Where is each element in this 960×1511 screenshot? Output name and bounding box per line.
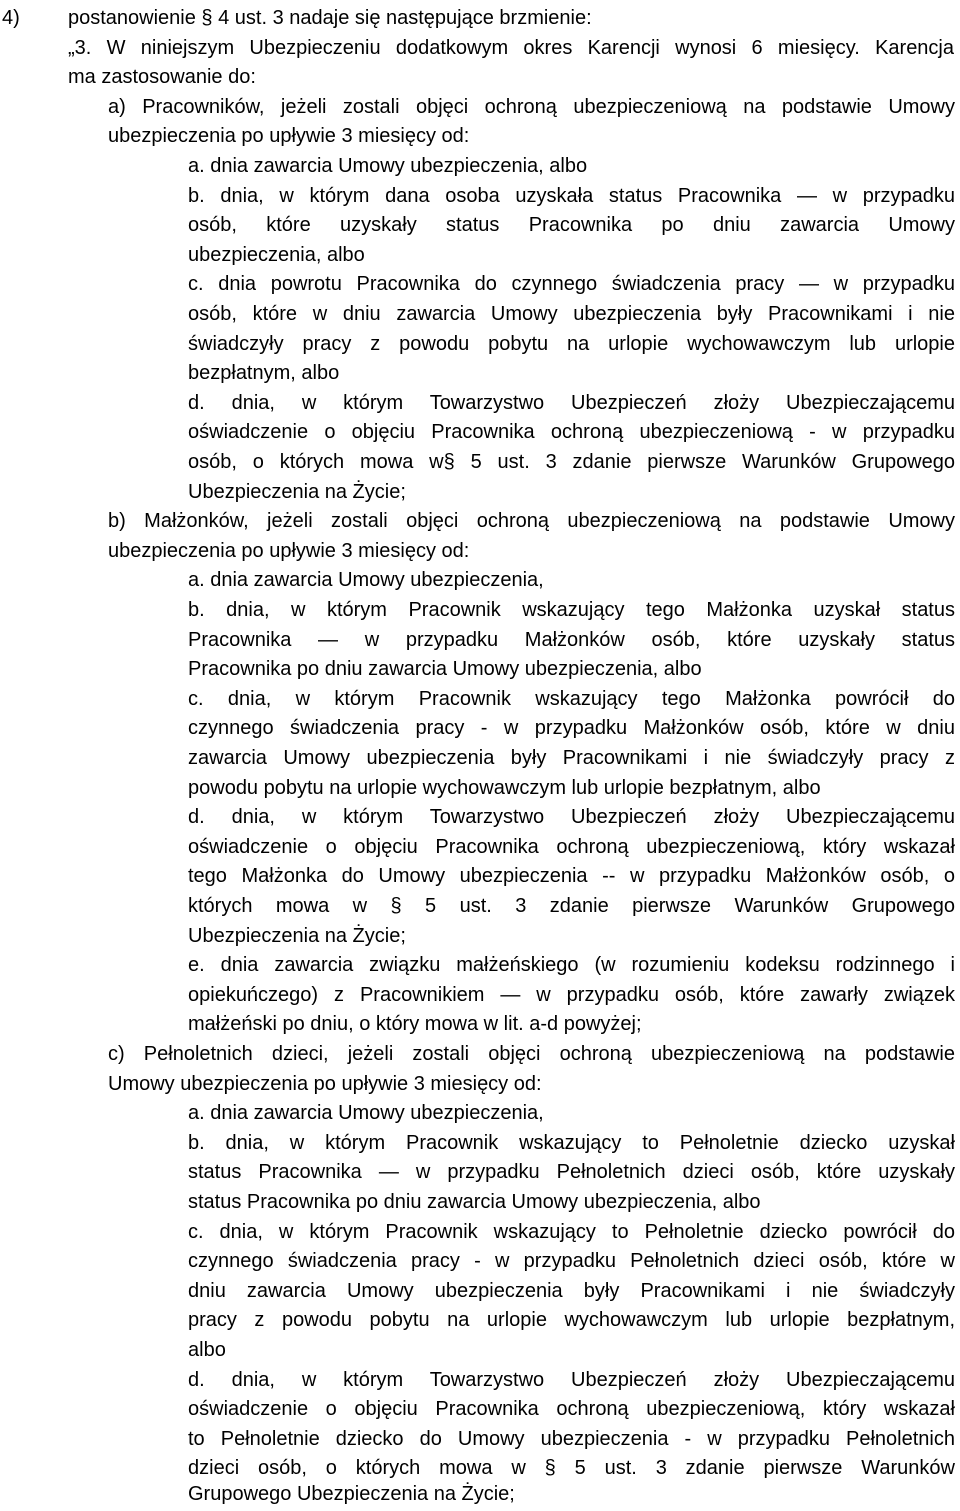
section-b-point-d: tego Małżonka do Umowy ubezpieczenia -- w przypadku Małżonków osób, o [188,865,955,888]
section-b-point-c: powodu pobytu na urlopie wychowawczym lub urlopie bezpłatnym, albo [188,776,821,799]
section-b-point-b: b. dnia, w którym Pracownik wskazujący tego Małżonka uzyskał status [188,599,955,621]
section-c-point-d: d. dnia, w którym Towarzystwo Ubezpieczeń złoży Ubezpieczającemu [188,1368,955,1391]
section-a-point-b: ubezpieczenia, albo [188,243,365,266]
section-a-point-d: d. dnia, w którym Towarzystwo Ubezpieczeń złoży Ubezpieczającemu [188,391,955,414]
section-c-point-b: b. dnia, w którym Pracownik wskazujący to Pełnoletnie dziecko uzyskał [188,1131,955,1154]
section-c-intro: Umowy ubezpieczenia po upływie 3 miesięcy od: [108,1072,542,1095]
item-number: 4) [2,7,20,29]
section-b-point-d: których mowa w § 5 ust. 3 zdanie pierwsze Warunków Grupowego [188,895,955,917]
section-b-point-d: d. dnia, w którym Towarzystwo Ubezpieczeń złoży Ubezpieczającemu [188,806,955,829]
item-heading: postanowienie § 4 ust. 3 nadaje się następujące brzmienie: [68,7,592,29]
section-c-point-d: oświadczenie o objęciu Pracownika ochroną ubezpieczeniową, który wskazał [188,1398,955,1421]
paragraph-line: ma zastosowanie do: [68,66,256,89]
paragraph-line: „3. W niniejszym Ubezpieczeniu dodatkowym okres Karencji wynosi 6 miesięcy. Karencja [68,36,954,59]
section-b-point-c: zawarcia Umowy ubezpieczenia były Pracownikami i nie świadczyły pracy z [188,747,955,769]
section-b-point-c: czynnego świadczenia pracy - w przypadku Małżonków osób, które w dniu [188,717,955,740]
section-b-intro: b) Małżonków, jeżeli zostali objęci ochroną ubezpieczeniową na podstawie Umowy [108,510,955,533]
section-a-intro: ubezpieczenia po upływie 3 miesięcy od: [108,125,470,148]
section-b-point-e: e. dnia zawarcia związku małżeńskiego (w rozumieniu kodeksu rodzinnego i [188,954,955,977]
section-a-point-c: c. dnia powrotu Pracownika do czynnego świadczenia pracy — w przypadku [188,273,955,296]
section-b-point-d: Ubezpieczenia na Życie; [188,924,406,947]
section-b-point-b: Pracownika — w przypadku Małżonków osób, które uzyskały status [188,628,955,651]
section-b-intro: ubezpieczenia po upływie 3 miesięcy od: [108,539,470,562]
section-b-point-d: oświadczenie o objęciu Pracownika ochroną ubezpieczeniową, który wskazał [188,835,955,858]
section-c-point-d: to Pełnoletnie dziecko do Umowy ubezpieczenia - w przypadku Pełnoletnich [188,1427,955,1450]
section-c-point-a: a. dnia zawarcia Umowy ubezpieczenia, [188,1102,544,1125]
section-c-point-c: pracy z powodu pobytu na urlopie wychowawczym lub urlopie bezpłatnym, [188,1309,955,1332]
section-c-point-b: status Pracownika po dniu zawarcia Umowy ubezpieczenia, albo [188,1191,761,1213]
section-a-point-d: osób, o których mowa w§ 5 ust. 3 zdanie pierwsze Warunków Grupowego [188,451,955,473]
section-a-point-d: Ubezpieczenia na Życie; [188,480,406,503]
section-b-point-e: opiekuńczego) z Pracownikiem — w przypadku osób, które zawarły związek [188,983,955,1006]
section-a-point-a: a. dnia zawarcia Umowy ubezpieczenia, albo [188,155,588,177]
section-c-intro: c) Pełnoletnich dzieci, jeżeli zostali objęci ochroną ubezpieczeniową na podstawie [108,1043,955,1065]
section-c-point-d: Grupowego Ubezpieczenia na Życie; [188,1483,515,1505]
section-a-point-c: świadczyły pracy z powodu pobytu na urlopie wychowawczym lub urlopie [188,332,955,355]
section-c-point-c: albo [188,1339,226,1361]
section-b-point-e: małżeński po dniu, o który mowa w lit. a-d powyżej; [188,1013,642,1036]
section-a-point-b: b. dnia, w którym dana osoba uzyskała status Pracownika — w przypadku [188,184,955,207]
section-c-point-b: status Pracownika — w przypadku Pełnoletnich dzieci osób, które uzyskały [188,1161,955,1184]
section-a-point-d: oświadczenie o objęciu Pracownika ochroną ubezpieczeniową - w przypadku [188,421,955,444]
section-c-point-c: c. dnia, w którym Pracownik wskazujący to Pełnoletnie dziecko powrócił do [188,1220,955,1243]
section-b-point-b: Pracownika po dniu zawarcia Umowy ubezpieczenia, albo [188,658,702,681]
section-a-point-c: osób, które w dniu zawarcia Umowy ubezpieczenia były Pracownikami i nie [188,303,955,325]
section-a-point-c: bezpłatnym, albo [188,362,340,385]
section-b-point-c: c. dnia, w którym Pracownik wskazujący tego Małżonka powrócił do [188,687,955,710]
section-b-point-a: a. dnia zawarcia Umowy ubezpieczenia, [188,569,544,592]
section-c-point-c: czynnego świadczenia pracy - w przypadku Pełnoletnich dzieci osób, które w [188,1250,955,1273]
section-c-point-d: dzieci osób, o których mowa w § 5 ust. 3 zdanie pierwsze Warunków [188,1457,955,1480]
section-c-point-c: dniu zawarcia Umowy ubezpieczenia były Pracownikami i nie świadczyły [188,1279,955,1302]
section-a-intro: a) Pracowników, jeżeli zostali objęci ochroną ubezpieczeniową na podstawie Umowy [108,95,955,118]
section-a-point-b: osób, które uzyskały status Pracownika po dniu zawarcia Umowy [188,214,955,237]
